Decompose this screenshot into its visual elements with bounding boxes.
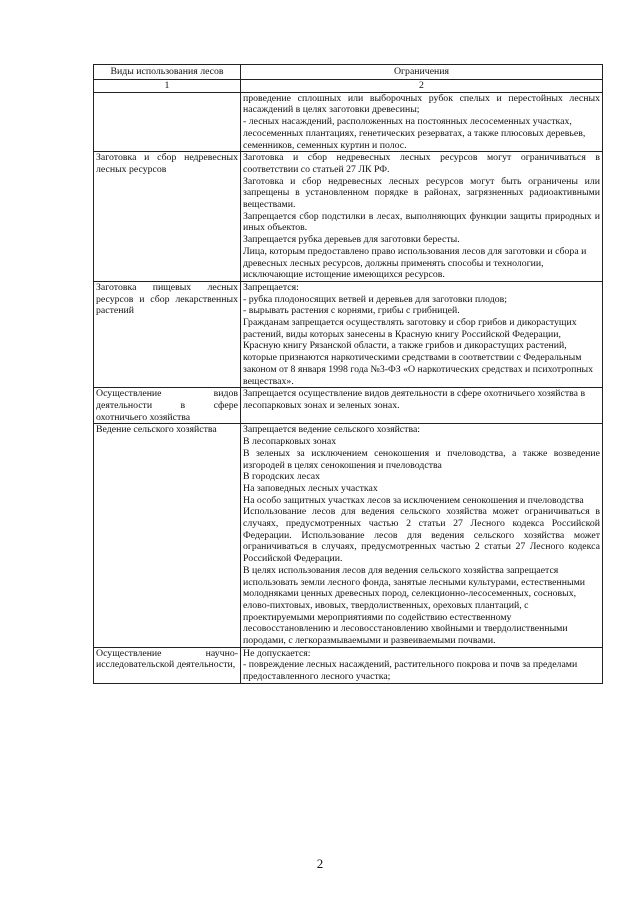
usage-type-cell: Заготовка пищевых лесных ресурсов и сбор лекарственных растений (94, 281, 241, 387)
restriction-line: Не допускается: (243, 647, 311, 659)
header-restrictions: Ограничения (241, 65, 603, 80)
column-number-2: 2 (241, 79, 603, 92)
restriction-line: - вырывать растения с корнями, грибы с грибницей. (243, 305, 460, 317)
restrictions-cell (241, 647, 603, 683)
column-number-row (94, 79, 603, 92)
restriction-line: На особо защитных участках лесов за исключением сенокошения и пчеловодства (243, 494, 584, 506)
table-row (94, 388, 603, 424)
usage-type-cell: Осуществление научно-исследовательской деятельности, (94, 647, 241, 683)
restriction-line: - повреждение лесных насаждений, растительного покрова и почв за пределами предоставленного лесного участка; (243, 659, 578, 683)
restriction-line: - рубка плодоносящих ветвей и деревьев для заготовки плодов; (243, 293, 507, 305)
table-row (94, 424, 603, 647)
restriction-line: - лесных насаждений, расположенных на постоянных лесосеменных участках, лесосеменных плантациях, генетических резерватах, а также плюсовых деревьев, семенников, семенных куртин и полос. (243, 116, 586, 151)
restriction-line: Гражданам запрещается осуществлять заготовку и сбор грибов и дикорастущих растений, виды которых занесены в Красную книгу Российской Федерации, Красную книгу Рязанской области, а также грибов и дикорастущих растений, которые признаются наркотическими средствами в соответствии с Федеральным законом от 8 января 1998 года №3-ФЗ «О наркотических средствах и психотропных веществах». (243, 317, 594, 387)
restriction-line: На заповедных лесных участках (243, 482, 378, 494)
restriction-line: Лица, которым предоставлено право использования лесов для заготовки и сбора и древесных лесных ресурсов, должны применять способы и технологии, исключающие истощение имеющихся ресурсов. (243, 245, 587, 281)
restriction-line: Запрещается сбор подстилки в лесах, выполняющих функции защиты природных и иных объектов. (243, 210, 600, 234)
restriction-line: Заготовка и сбор недревесных лесных ресурсов могут ограничиваться в соответствии со статьей 27 ЛК РФ. (243, 152, 600, 175)
restrictions-cell (241, 388, 603, 424)
restrictions-cell (241, 92, 603, 152)
usage-type-cell (94, 92, 241, 152)
usage-type-cell: Ведение сельского хозяйства (94, 424, 241, 647)
usage-type-cell: Заготовка и сбор недревесных лесных ресурсов (94, 152, 241, 282)
restriction-line: Заготовка и сбор недревесных лесных ресурсов могут быть ограничены или запрещены в установленном порядке в районах, загрязненных радиоактивными веществами. (243, 175, 600, 211)
usage-type-cell: Осуществление видов деятельности в сфере охотничьего хозяйства (94, 388, 241, 424)
restriction-line: В городских лесах (243, 471, 321, 483)
page-number: 2 (316, 856, 324, 871)
table-row (94, 647, 603, 683)
restrictions-cell (241, 424, 603, 647)
restriction-line: Запрещается рубка деревьев для заготовки бересты. (243, 234, 460, 246)
restriction-line: Запрещается осуществление видов деятельности в сфере охотничьего хозяйства в лесопарковых зонах и зеленых зонах. (243, 388, 586, 411)
header-usage-type: Виды использования лесов (94, 65, 241, 80)
restriction-line: проведение сплошных или выборочных рубок спелых и перестойных лесных насаждений в целях заготовки древесины; (243, 92, 600, 116)
table-row (94, 281, 603, 387)
restriction-line: Использование лесов для ведения сельского хозяйства может ограничиваться в случаях, предусмотренных частью 2 статьи 27 Лесного кодекса Российской Федерации. Использование лесов для ведения сельского хозяйства может ограничиваться в случаях, предусмотренных частью 2 статьи 27 Лесного кодекса Российской Федерации. (243, 506, 600, 565)
restriction-line: Запрещается: (243, 281, 299, 293)
restriction-line: Запрещается ведение сельского хозяйства: (243, 424, 421, 436)
header-row (94, 65, 603, 80)
table-row (94, 152, 603, 282)
restriction-line: В зеленых за исключением сенокошения и пчеловодства, а также возведение изгородей в целях сенокошения и пчеловодства (243, 447, 600, 471)
column-number-1: 1 (94, 79, 241, 92)
restrictions-cell (241, 281, 603, 387)
restriction-line: В лесопарковых зонах (243, 436, 337, 448)
restriction-line: В целях использования лесов для ведения сельского хозяйства запрещается использовать земли лесного фонда, занятые лесными культурами, естественными молодняками ценных древесных пород, селекционно-лесосеменных, сосновых, елово-пихтовых, ивовых, твердолиственных, ореховых плантаций, с проектируемыми мероприятиями по содействию естественному лесовосстановлению и лесовосстановлению хвойными и твердолиственными породами, с легкоразмываемыми и развеиваемыми почвами. (243, 564, 586, 647)
restrictions-cell (241, 152, 603, 282)
restrictions-table (93, 64, 603, 684)
table-row (94, 92, 603, 152)
